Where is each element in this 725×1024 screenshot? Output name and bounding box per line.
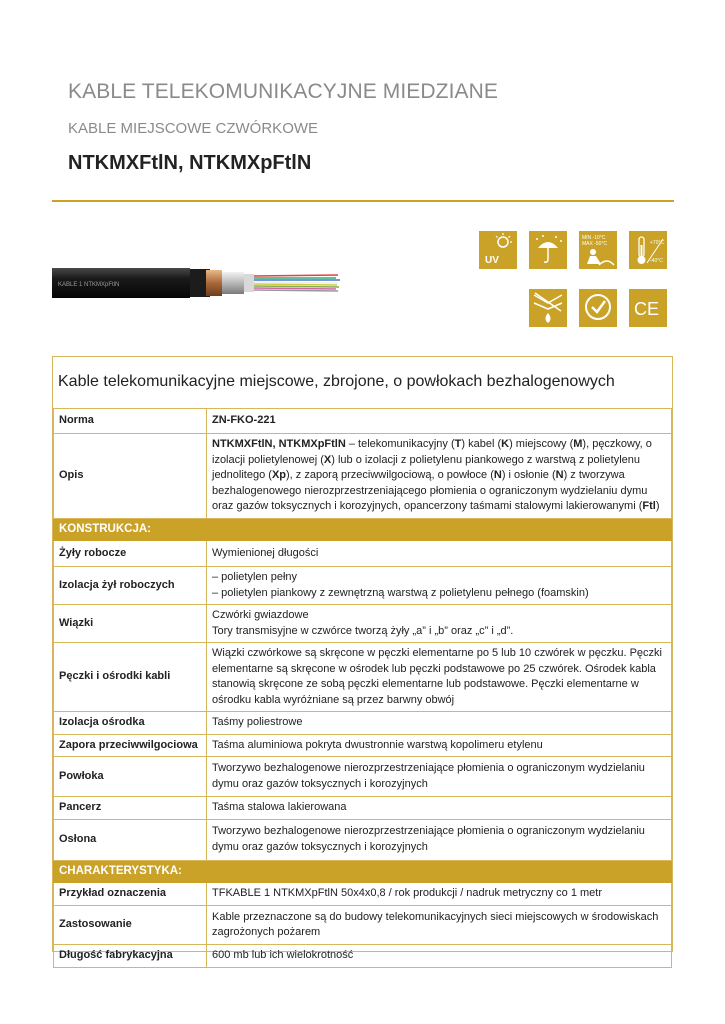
ce-label: CE [634, 299, 660, 319]
table-row [54, 643, 672, 712]
table-row [54, 945, 672, 968]
uv-resistant-icon [479, 231, 517, 269]
product-name: NTKMXFtlN, NTKMXpFtlN [68, 152, 312, 174]
table-row [54, 797, 672, 820]
przyklad-value: TFKABLE 1 NTKMXpFtlN 50x4x0,8 / rok produkcji / nadruk metryczny co 1 metr [207, 883, 672, 906]
temp-hi-label: +70°C [650, 240, 665, 246]
table-row [54, 906, 672, 945]
pancerz-label: Pancerz [54, 797, 207, 820]
table-row [54, 757, 672, 797]
table-row [54, 734, 672, 757]
table-row [54, 605, 672, 643]
temp-min-label: MIN -10°C [582, 235, 606, 241]
cable-image [52, 264, 342, 302]
zyly-label: Żyły robocze [54, 541, 207, 567]
norma-value: ZN-FKO-221 [207, 409, 672, 434]
table-row [54, 541, 672, 567]
dlugosc-label: Długość fabrykacyjna [54, 945, 207, 968]
table-row [54, 409, 672, 434]
temp-max-label: MAX -50°C [582, 241, 608, 247]
peczki-value: Wiązki czwórkowe są skręcone w pęczki elementarne po 5 lub 10 czwórek w pęczku. Pęczki elementarne są skręcone w ośrodek lub pęczki podstawowe po 25 czwórek. Ośrodek kabla stanowią skręcone ze sobą pęczki elementarne lub podstawowe. Pęczki elementarne w ośrodku kabla wyróżniane są przez barwny obwój [207, 643, 672, 712]
header-divider [52, 200, 674, 202]
opis-value: NTKMXFtlN, NTKMXpFtlN – telekomunikacyjny (T) kabel (K) miejscowy (M), pęczkowy, o izolacji polietylenowej (X) lub o izolacji z polietylenu piankowego z warstwą z polietylenu jednolitego (Xp), z zaporą przeciwwilgociową, o powłoce (N) i osłonie (N) z tworzywa bezhalogenowego nierozprzestrzeniającego płomienia o ograniczonym wydzielaniu dymu oraz gazów toksycznych i korozyjnych, opancerzony taśmami stalowymi lakierowanymi (Ftl) [207, 434, 672, 519]
zapora-value: Taśma aluminiowa pokryta dwustronnie warstwą kopolimeru etylenu [207, 734, 672, 757]
izolacja-osrodka-label: Izolacja ośrodka [54, 712, 207, 735]
table-row [54, 712, 672, 735]
halogen-free-icon [529, 289, 567, 327]
section-header-charakterystyka: CHARAKTERYSTYKA: [54, 860, 672, 883]
table-row [54, 819, 672, 860]
table-row [54, 567, 672, 605]
opis-label: Opis [54, 434, 207, 519]
izolacja-value: – polietylen pełny – polietylen piankowy z zewnętrzną warstwą z polietylenu pełnego (foamskin) [207, 567, 672, 605]
certified-quality-icon [579, 289, 617, 327]
section-header-konstrukcja: KONSTRUKCJA: [54, 518, 672, 541]
powloka-label: Powłoka [54, 757, 207, 797]
wiazki-value: Czwórki gwiazdowe Tory transmisyjne w czwórce tworzą żyły „a” i „b” oraz „c” i „d”. [207, 605, 672, 643]
svg-text:KABLE 1 NTKMXpFtlN: KABLE 1 NTKMXpFtlN [58, 282, 120, 288]
wiazki-label: Wiązki [54, 605, 207, 643]
table-row [54, 883, 672, 906]
page-category-title: KABLE TELEKOMUNIKACYJNE MIEDZIANE [68, 80, 499, 103]
oslona-label: Osłona [54, 819, 207, 860]
izolacja-label: Izolacja żył roboczych [54, 567, 207, 605]
dlugosc-value: 600 mb lub ich wielokrotność [207, 945, 672, 968]
izolacja-osrodka-value: Taśmy poliestrowe [207, 712, 672, 735]
weather-resistant-icon [529, 231, 567, 269]
page-subcategory-title: KABLE MIEJSCOWE CZWÓRKOWE [68, 120, 319, 137]
zastosowanie-label: Zastosowanie [54, 906, 207, 945]
zyly-value: Wymienionej długości [207, 541, 672, 567]
przyklad-label: Przykład oznaczenia [54, 883, 207, 906]
temp-lo-label: -40°C [650, 258, 663, 264]
powloka-value: Tworzywo bezhalogenowe nierozprzestrzeniające płomienia o ograniczonym wydzielaniu dymu oraz gazów toksycznych i korozyjnych [207, 757, 672, 797]
spec-table [53, 408, 672, 968]
uv-label: UV [485, 255, 499, 266]
zastosowanie-value: Kable przeznaczone są do budowy telekomunikacyjnych sieci miejscowych w środowiskach zagrożonych pożarem [207, 906, 672, 945]
pancerz-value: Taśma stalowa lakierowana [207, 797, 672, 820]
oslona-value: Tworzywo bezhalogenowe nierozprzestrzeniające płomienia o ograniczonym wydzielaniu dymu oraz gazów toksycznych i korozyjnych [207, 819, 672, 860]
installation-temperature-icon [579, 231, 617, 269]
table-row [54, 434, 672, 519]
peczki-label: Pęczki i ośrodki kabli [54, 643, 207, 712]
norma-label: Norma [54, 409, 207, 434]
property-icons [479, 231, 669, 331]
spec-title: Kable telekomunikacyjne miejscowe, zbrojone, o powłokach bezhalogenowych [58, 373, 615, 390]
operating-temperature-icon [629, 231, 667, 269]
ce-mark-icon [629, 289, 667, 327]
zapora-label: Zapora przeciwwilgociowa [54, 734, 207, 757]
